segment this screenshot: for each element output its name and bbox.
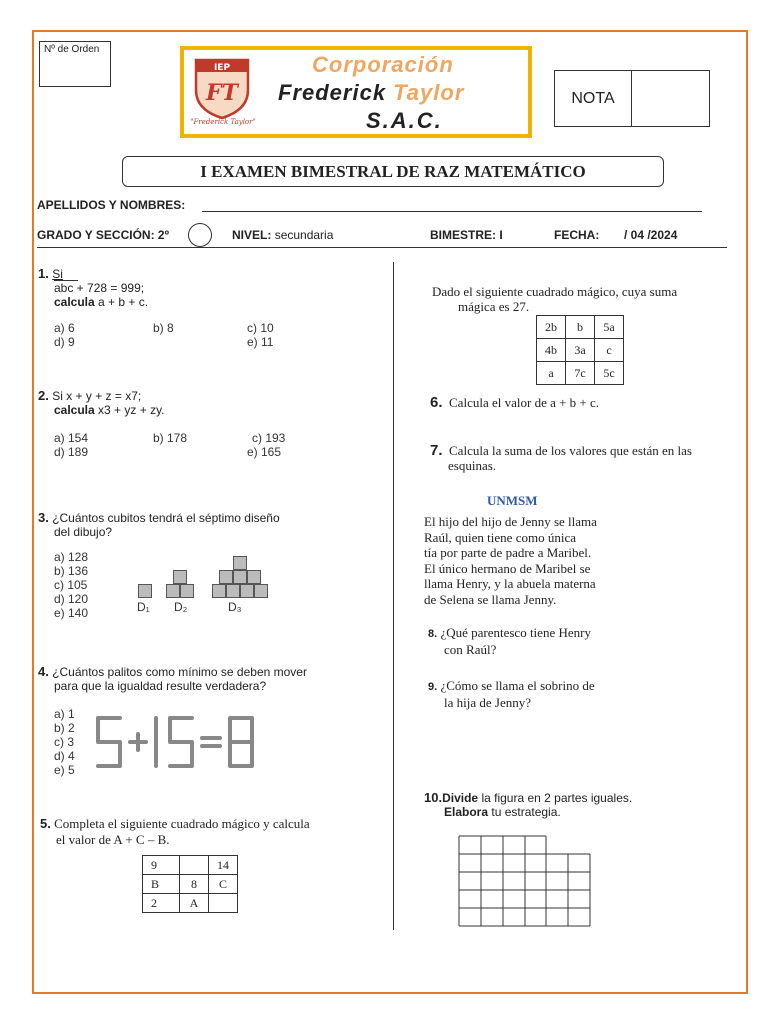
bimestre-label: BIMESTRE: I — [430, 228, 503, 242]
grado-label: GRADO Y SECCIÓN: 2º — [37, 228, 169, 242]
logo-line-2: Frederick Taylor — [278, 80, 465, 105]
question-1: 1. Si abc + 728 = 999; calcula a + b + c. — [38, 266, 149, 309]
fecha-label: FECHA: — [554, 228, 600, 242]
q2-option-a[interactable]: a) 154 — [54, 431, 89, 445]
q3-option-a[interactable]: a) 128 — [54, 550, 89, 564]
shield-icon — [192, 56, 252, 120]
q3-option-d[interactable]: d) 120 — [54, 592, 89, 606]
division-grid-figure — [458, 835, 594, 927]
question-8: 8. ¿Qué parentesco tiene Henry con Raúl? — [428, 625, 591, 657]
shield-caption: "Frederick Taylor" — [190, 118, 256, 126]
q3-option-e[interactable]: e) 140 — [54, 606, 89, 620]
grade-label: NOTA — [555, 71, 632, 126]
magic-square-intro: Dado el siguiente cuadrado mágico, cuya suma mágica es 27. — [432, 284, 678, 314]
q1-option-b[interactable]: b) 8 — [153, 321, 174, 335]
overline-abc — [54, 280, 78, 281]
q1-option-e[interactable]: e) 11 — [247, 335, 274, 349]
q4-option-e[interactable]: e) 5 — [54, 763, 75, 777]
q2-option-c[interactable]: c) 193 — [252, 431, 286, 445]
q1-option-a[interactable]: a) 6 — [54, 321, 75, 335]
exam-title: I EXAMEN BIMESTRAL DE RAZ MATEMÁTICO — [122, 156, 664, 187]
q2-option-d[interactable]: d) 189 — [54, 445, 89, 459]
grade-box — [554, 70, 710, 127]
q2-option-b[interactable]: b) 178 — [153, 431, 188, 445]
school-logo — [180, 46, 532, 138]
fecha-value: / 04 /2024 — [624, 228, 678, 242]
nivel-label: NIVEL: secundaria — [232, 228, 334, 242]
q3-option-b[interactable]: b) 136 — [54, 564, 89, 578]
q4-option-d[interactable]: d) 4 — [54, 749, 75, 763]
q3-option-c[interactable]: c) 105 — [54, 578, 88, 592]
q1-option-c[interactable]: c) 10 — [247, 321, 274, 335]
q4-option-c[interactable]: c) 3 — [54, 735, 75, 749]
question-7: 7. Calcula la suma de los valores que están en las esquinas. — [430, 442, 692, 473]
q4-option-b[interactable]: b) 2 — [54, 721, 75, 735]
question-3: 3. ¿Cuántos cubitos tendrá el séptimo diseño del dibujo? — [38, 510, 280, 539]
question-10: 10.Divide la figura en 2 partes iguales. Elabora tu estrategia. — [424, 790, 633, 819]
unmsm-paragraph: El hijo del hijo de Jenny se llama Raúl, quien tiene como única tía por parte de padre a Maribel. El único hermano de Maribel se llama Henry, y la abuela materna de Selena se llama Jenny. — [424, 514, 597, 607]
order-number-box[interactable]: Nº de Orden — [39, 41, 111, 87]
column-divider — [393, 262, 394, 930]
d3-label: D₃ — [228, 600, 242, 614]
q2-option-e[interactable]: e) 165 — [247, 445, 282, 459]
names-label: APELLIDOS Y NOMBRES: — [37, 198, 186, 212]
section-circle[interactable] — [188, 223, 212, 247]
q1-option-d[interactable]: d) 9 — [54, 335, 75, 349]
q4-option-a[interactable]: a) 1 — [54, 707, 75, 721]
question-5: 5. Completa el siguiente cuadrado mágico y calcula el valor de A + C – B. — [40, 816, 310, 847]
svg-text:IEP: IEP — [213, 63, 231, 73]
header-divider — [37, 247, 727, 248]
magic-square-right: 2b b 5a 4b 3a c a 7c 5c — [536, 315, 624, 385]
logo-line-3: S.A.C. — [366, 108, 443, 133]
matchstick-figure — [90, 712, 310, 772]
svg-text:FT: FT — [206, 80, 238, 106]
question-4: 4. ¿Cuántos palitos como mínimo se deben mover para que la igualdad resulte verdadera? — [38, 664, 307, 693]
d2-label: D₂ — [174, 600, 188, 614]
logo-line-1: Corporación — [312, 52, 454, 77]
names-input-line[interactable] — [202, 211, 702, 212]
d1-label: D₁ — [137, 600, 150, 614]
unmsm-label: UNMSM — [487, 493, 538, 508]
question-9: 9. ¿Cómo se llama el sobrino de la hija de Jenny? — [428, 678, 595, 710]
question-6: 6. Calcula el valor de a + b + c. — [430, 394, 600, 411]
question-2: 2. Si x + y + z = x7; calcula x3 + yz + zy. — [38, 388, 165, 417]
grade-input[interactable] — [632, 71, 709, 126]
magic-square-q5: 9 14 B 8 C 2 A — [142, 855, 238, 913]
